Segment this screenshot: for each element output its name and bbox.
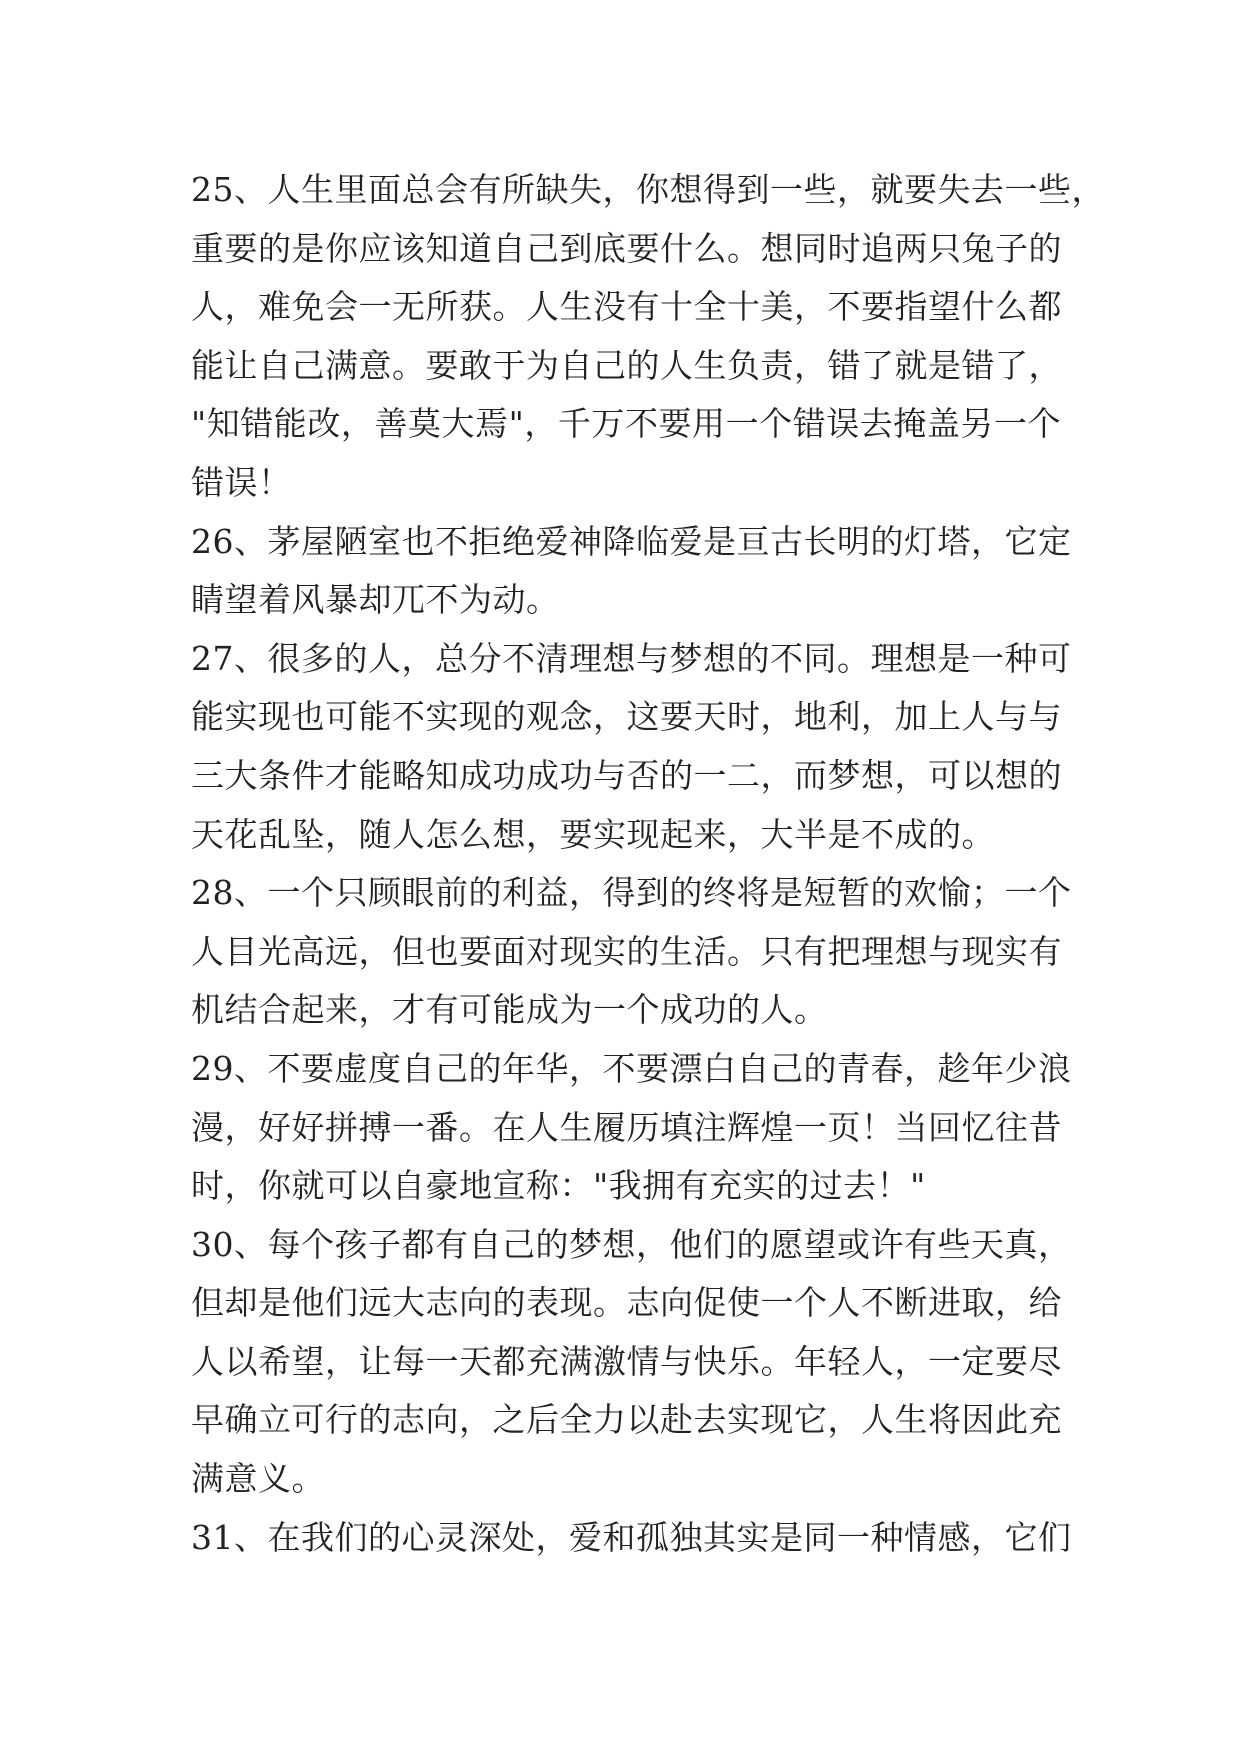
document-body: [191, 161, 1105, 1567]
text-line: 漫，好好拼搏一番。在人生履历填注辉煌一页！当回忆往昔: [191, 1107, 1062, 1147]
text-line: 时，你就可以自豪地宣称："我拥有充实的过去！": [191, 1166, 926, 1206]
text-line: 25、人生里面总会有所缺失，你想得到一些，就要失去一些，: [191, 170, 1105, 209]
text-line: 重要的是你应该知道自己到底要什么。想同时追两只兔子的: [191, 228, 1062, 268]
text-line: "知错能改，善莫大焉"，千万不要用一个错误去掩盖另一个: [191, 404, 1061, 444]
text-line: 天花乱坠，随人怎么想，要实现起来，大半是不成的。: [191, 814, 995, 854]
text-line: 错误！: [191, 462, 292, 502]
text-line: 能实现也可能不实现的观念，这要天时，地利，加上人与与: [191, 697, 1062, 737]
text-line: 28、一个只顾眼前的利益，得到的终将是短暂的欢愉；一个: [191, 873, 1072, 913]
text-line: 早确立可行的志向，之后全力以赴去实现它，人生将因此充: [191, 1400, 1062, 1440]
text-line: 人，难免会一无所获。人生没有十全十美，不要指望什么都: [191, 287, 1062, 327]
text-line: 27、很多的人，总分不清理想与梦想的不同。理想是一种可: [191, 638, 1072, 678]
text-line: 人以希望，让每一天都充满激情与快乐。年轻人，一定要尽: [191, 1341, 1062, 1381]
text-line: 但却是他们远大志向的表现。志向促使一个人不断进取，给: [191, 1283, 1062, 1323]
text-line: 29、不要虚度自己的年华，不要漂白自己的青春，趁年少浪: [191, 1048, 1072, 1088]
text-line: 三大条件才能略知成功成功与否的一二，而梦想，可以想的: [191, 755, 1062, 795]
text-line: 睛望着风暴却兀不为动。: [191, 580, 560, 620]
text-line: 30、每个孩子都有自己的梦想，他们的愿望或许有些天真，: [191, 1224, 1072, 1264]
text-line: 人目光高远，但也要面对现实的生活。只有把理想与现实有: [191, 931, 1062, 971]
text-line: 满意义。: [191, 1459, 325, 1499]
text-line: 机结合起来，才有可能成为一个成功的人。: [191, 990, 828, 1030]
text-line: 能让自己满意。要敢于为自己的人生负责，错了就是错了，: [191, 345, 1062, 385]
text-line: 31、在我们的心灵深处，爱和孤独其实是同一种情感，它们: [191, 1517, 1072, 1557]
text-line: 26、茅屋陋室也不拒绝爱神降临爱是亘古长明的灯塔，它定: [191, 521, 1072, 561]
